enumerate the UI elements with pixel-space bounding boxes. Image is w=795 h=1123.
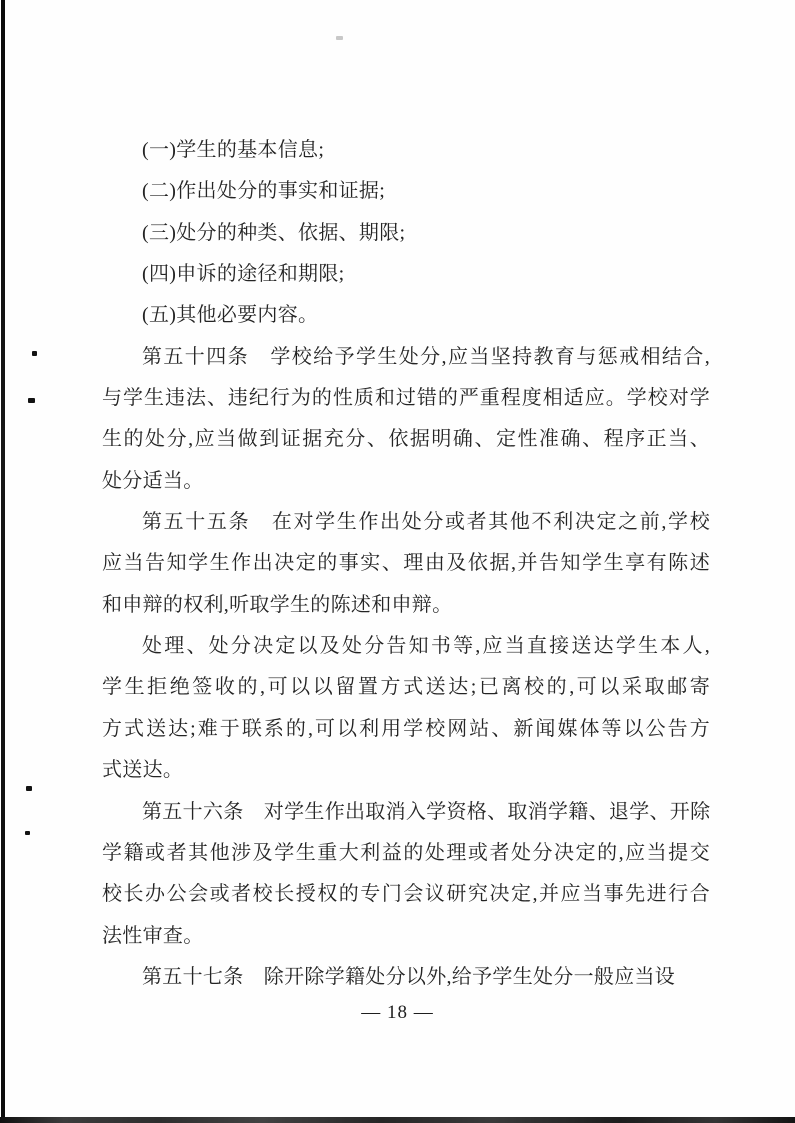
scan-bottom-border [0,1117,795,1123]
text-line: 第五十四条 学校给予学生处分,应当坚持教育与惩戒相结合, [142,345,710,368]
text-line: 与学生违法、违纪行为的性质和过错的严重程度相适应。学校对学 [102,387,710,410]
document-body [102,130,710,998]
text-line: 方式送达;难于联系的,可以利用学校网站、新闻媒体等以公告方 [102,717,710,740]
text-line: (二)作出处分的事实和证据; [142,180,386,203]
scan-artifact-speck [336,36,343,40]
text-line: 处理、处分决定以及处分告知书等,应当直接送达学生本人, [142,635,710,658]
text-line: 第五十六条 对学生作出取消入学资格、取消学籍、退学、开除 [142,800,711,823]
text-line: 生的处分,应当做到证据充分、依据明确、定性准确、程序正当、 [102,428,710,451]
scan-artifact-dot [32,351,37,356]
scan-left-border [1,0,5,1123]
text-line: 应当告知学生作出决定的事实、理由及依据,并告知学生享有陈述 [102,552,710,575]
text-line: 第五十五条 在对学生作出处分或者其他不利决定之前,学校 [142,511,710,534]
text-line: 和申辩的权利,听取学生的陈述和申辩。 [102,593,453,616]
text-line: 学生拒绝签收的,可以以留置方式送达;已离校的,可以采取邮寄 [102,676,710,699]
text-line: (四)申诉的途径和期限; [142,263,345,286]
text-line: (一)学生的基本信息; [142,139,325,161]
scan-artifact-dot [26,786,32,791]
text-line: 学籍或者其他涉及学生重大利益的处理或者处分决定的,应当提交 [102,841,710,864]
scan-artifact-dot [25,831,30,835]
text-line: 第五十七条 除开除学籍处分以外,给予学生处分一般应当设 [142,965,676,988]
scan-artifact-dot [28,398,35,403]
text-line: (五)其他必要内容。 [142,304,319,327]
text-line: (三)处分的种类、依据、期限; [142,221,406,244]
text-line: 法性审查。 [102,924,204,947]
text-line: 校长办公会或者校长授权的专门会议研究决定,并应当事先进行合 [102,883,710,906]
text-line: 式送达。 [102,759,184,782]
page-number: — 18 — [361,1002,434,1023]
text-line: 处分适当。 [102,469,204,492]
